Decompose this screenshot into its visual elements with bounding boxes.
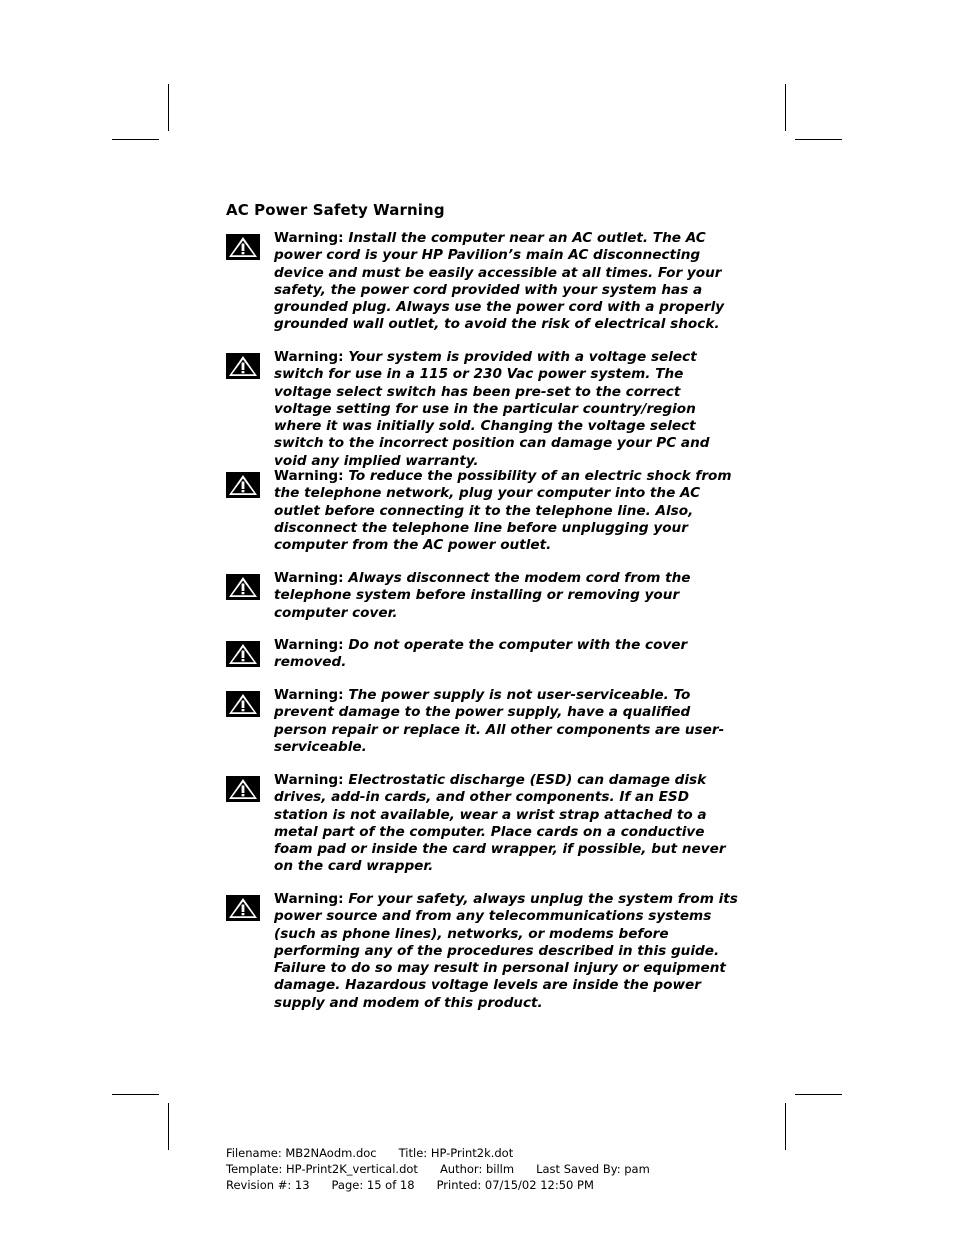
warning-label: Warning:	[274, 349, 344, 365]
warning-text	[274, 637, 738, 672]
warning-body: Always disconnect the modem cord from the telephone system before installing or removing your computer cover.	[274, 570, 691, 621]
warning-text	[274, 468, 738, 554]
warning-text	[274, 687, 738, 756]
warning-text	[274, 570, 738, 622]
warning-body: The power supply is not user-serviceable. To prevent damage to the power supply, have a qualified person repair or replace it. All other components are user-serviceable.	[274, 687, 725, 755]
warning-label: Warning:	[274, 230, 344, 246]
warning-label: Warning:	[274, 687, 344, 703]
crop-mark-top-left-vertical	[168, 84, 169, 131]
footer-printed: Printed: 07/15/02 12:50 PM	[436, 1178, 594, 1192]
warning-label: Warning:	[274, 468, 344, 484]
warning-text	[274, 349, 738, 470]
warning-text	[274, 891, 738, 1012]
document-footer	[226, 1145, 672, 1193]
footer-page: Page: 15 of 18	[331, 1178, 415, 1192]
footer-author: Author: billm	[439, 1162, 515, 1176]
footer-revision: Revision #: 13	[226, 1178, 310, 1192]
warning-triangle-icon	[226, 472, 260, 498]
crop-mark-bottom-left-vertical	[168, 1103, 169, 1150]
warning-label: Warning:	[274, 570, 344, 586]
warning-body: To reduce the possibility of an electric shock from the telephone network, plug your computer into the AC outlet before connecting it to the telephone line. Also, disconnect the telephone line before unplugging your computer from the AC power outlet.	[274, 468, 732, 554]
crop-mark-bottom-right-horizontal	[795, 1094, 842, 1095]
warning-text	[274, 772, 738, 876]
crop-mark-top-right-vertical	[785, 84, 786, 131]
warning-text	[274, 230, 738, 334]
warning-body: For your safety, always unplug the system from its power source and from any telecommunications systems (such as phone lines), networks, or modems before performing any of the procedures described in this guide. Failure to do so may result in personal injury or equipment damage. Hazardous voltage levels are inside the power supply and modem of this product.	[274, 891, 738, 1011]
warning-triangle-icon	[226, 776, 260, 802]
crop-mark-top-right-horizontal	[795, 139, 842, 140]
warning-body: Your system is provided with a voltage select switch for use in a 115 or 230 Vac power system. The voltage select switch has been pre-set to the correct voltage setting for use in the particular country/region where it was initially sold. Changing the voltage select switch to the incorrect position can damage your PC and void any implied warranty.	[274, 349, 710, 469]
warning-label: Warning:	[274, 891, 344, 907]
warning-label: Warning:	[274, 637, 344, 653]
crop-mark-top-left-horizontal	[112, 139, 159, 140]
footer-filename: Filename: MB2NAodm.doc	[226, 1146, 377, 1160]
warning-triangle-icon	[226, 234, 260, 260]
warning-triangle-icon	[226, 895, 260, 921]
footer-line-1	[226, 1145, 672, 1161]
warning-triangle-icon	[226, 353, 260, 379]
warning-triangle-icon	[226, 691, 260, 717]
crop-mark-bottom-right-vertical	[785, 1103, 786, 1150]
warning-triangle-icon	[226, 641, 260, 667]
footer-title: Title: HP-Print2k.dot	[398, 1146, 514, 1160]
warning-body: Electrostatic discharge (ESD) can damage disk drives, add-in cards, and other components. If an ESD station is not available, wear a wrist strap attached to a metal part of the computer. Place cards on a conductive foam pad or inside the card wrapper, if possible, but never on the card wrapper.	[274, 772, 726, 875]
warning-body: Do not operate the computer with the cover removed.	[274, 637, 688, 671]
footer-last-saved: Last Saved By: pam	[536, 1162, 650, 1176]
warning-triangle-icon	[226, 574, 260, 600]
warning-label: Warning:	[274, 772, 344, 788]
footer-line-2	[226, 1161, 672, 1177]
footer-template: Template: HP-Print2K_vertical.dot	[226, 1162, 418, 1176]
warning-body: Install the computer near an AC outlet. The AC power cord is your HP Pavilion’s main AC disconnecting device and must be easily accessible at all times. For your safety, the power cord provided with your system has a grounded plug. Always use the power cord with a properly grounded wall outlet, to avoid the risk of electrical shock.	[274, 230, 725, 333]
footer-line-3	[226, 1177, 672, 1193]
crop-mark-bottom-left-horizontal	[112, 1094, 159, 1095]
section-heading: AC Power Safety Warning	[226, 201, 445, 219]
